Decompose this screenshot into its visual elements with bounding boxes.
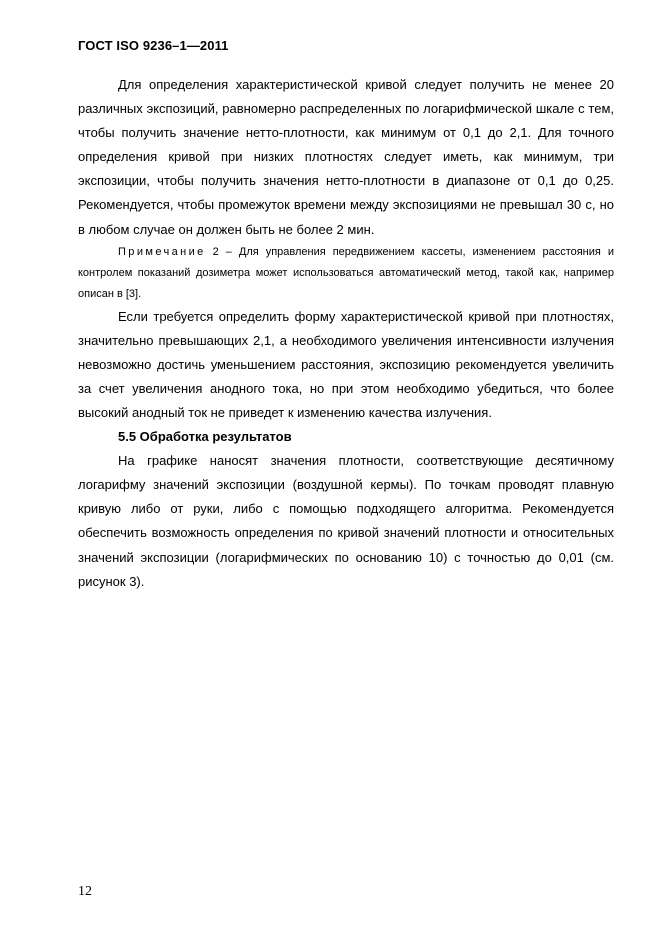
document-header: ГОСТ ISO 9236–1—2011: [78, 38, 229, 53]
note-text: 2 – Для управления передвижением кассеты, изменением расстояния и контролем показаний дозиметра может использоваться автоматический метод, такой как, например описан в [3].: [78, 245, 614, 300]
paragraph-high-density: Если требуется определить форму характеристической кривой при плотностях, значительно превышающих 2,1, а необходимого увеличения интенсивности излучения невозможно достичь уменьшением расстояния, экспозицию рекомендуется увеличить за счет увеличения анодного тока, но при этом необходимо убедиться, что более высокий анодный ток не приведет к изменению качества излучения.: [78, 308, 614, 421]
paragraph-exposures: Для определения характеристической кривой следует получить не менее 20 различных экспозиций, равномерно распределенных по логарифмической шкале с тем, чтобы получить значение нетто-плотности, как минимум от 0,1 до 2,1. Для точного определения кривой при низких плотностях следует иметь, как минимум, три экспозиции, чтобы получить значения нетто-плотности в диапазоне от 0,1 до 0,25. Рекомендуется, чтобы промежуток времени между экспозициями не превышал 30 с, но в любом случае он должен быть не более 2 мин.: [78, 77, 614, 237]
note-label: Примечание: [118, 245, 206, 258]
page-number: 12: [78, 884, 92, 899]
section-heading: 5.5 Обработка результатов: [118, 429, 292, 445]
document-body: [78, 73, 614, 594]
note-paragraph: [78, 242, 614, 305]
paragraph-processing: На графике наносят значения плотности, соответствующие десятичному логарифму значений экспозиции (воздушной кермы). По точкам проводят плавную кривую либо от руки, либо с помощью подходящего алгоритма. Рекомендуется обеспечить возможность определения по кривой значений плотности и относительных значений экспозиции (логарифмических по основанию 10) с точностью до 0,01 (см. рисунок 3).: [78, 453, 614, 589]
